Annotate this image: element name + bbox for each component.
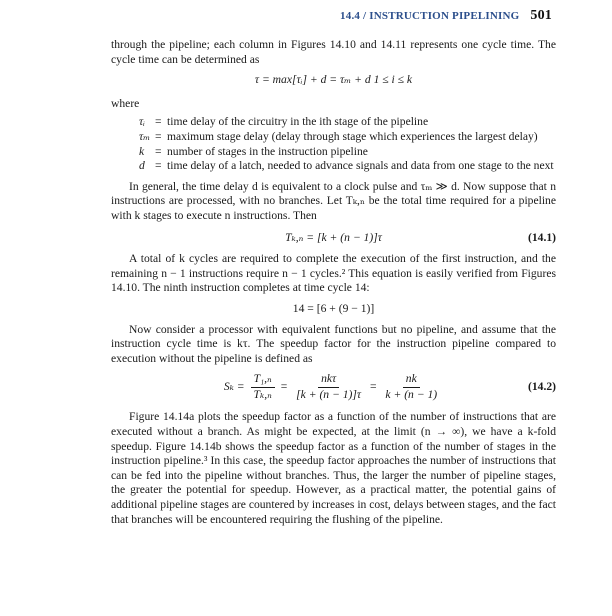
paragraph-5: Figure 14.14a plots the speedup factor as a function of the number of instructions that are executed without a branch. As might be expected, at the limit (n → ∞), we have a k-fold speedup. Figure 14.14b shows the speedup factor as a function of the number of stages in the instruction pipeline.³ In this case, the speedup factor approaches the number of instructions that can be fed into the pipeline without branches. Thus, the larger the number of pipeline stages, the greater the potential for speedup. However, as a practical matter, the potential gains of additional pipeline stages are countered by increases in cost, delays between stages, and the fact that branches will be encountered requiring the flushing of the pipeline.: [111, 410, 556, 526]
definition-item: τᵢ = time delay of the circuitry in the ith stage of the pipeline: [139, 115, 556, 130]
equation-cycle-time: τ = max[τᵢ] + d = τₘ + d 1 ≤ i ≤ k: [254, 73, 413, 87]
definition-text: number of stages in the instruction pipeline: [167, 144, 368, 158]
running-header: [0, 8, 552, 24]
fraction-2: $\frac{\text{nkτ}}{[k + (n - 1)]\tau}$: [296, 372, 362, 401]
page-body: [111, 38, 556, 527]
section-title: 14.4 / INSTRUCTION PIPELINING: [340, 10, 520, 22]
definition-text: time delay of a latch, needed to advance signals and data from one stage to the next: [167, 159, 554, 173]
equation-14-1-body: Tₖ,ₙ = [k + (n − 1)]τ: [285, 230, 382, 244]
definition-item: τₘ = maximum stage delay (delay through stage which experiences the largest delay): [139, 130, 556, 145]
definition-text: maximum stage delay (delay through stage which experiences the largest delay): [167, 129, 538, 143]
definition-symbol: k: [139, 144, 145, 158]
definition-symbol: τₘ: [139, 129, 151, 143]
definition-item: k = number of stages in the instruction pipeline: [139, 145, 556, 160]
definition-item: d = time delay of a latch, needed to advance signals and data from one stage to the next: [139, 159, 556, 174]
page-number: 501: [530, 8, 552, 23]
where-label: where: [111, 96, 140, 110]
definition-symbol: τᵢ: [139, 115, 145, 129]
equation-14-2-label: (14.2): [527, 380, 556, 394]
equation-14-1: [111, 231, 556, 246]
paragraph-1: through the pipeline; each column in Figures 14.10 and 14.11 represents one cycle time. The cycle time can be determined as: [111, 38, 556, 66]
equation-example: 14 = [6 + (9 − 1)]: [292, 301, 375, 315]
definition-symbol: d: [139, 159, 145, 173]
definition-text: time delay of the circuitry in the ith stage of the pipeline: [167, 115, 429, 129]
equation-14-2-lhs: Sₖ =: [223, 380, 245, 394]
paragraph-3: A total of k cycles are required to complete the execution of the first instruction, and the remaining n − 1 instructions require n − 1 cycles.² This equation is easily verified from Figures 14.10. The ninth instruction completes at time cycle 14:: [111, 252, 556, 295]
definition-list: [139, 115, 556, 173]
paragraph-2: In general, the time delay d is equivalent to a clock pulse and τₘ ≫ d. Now suppose that n instructions are processed, with no branches. Let Tₖ,ₙ be the total time required for a pipeline with k stages to execute n instructions. Then: [111, 179, 556, 222]
paragraph-4: Now consider a processor with equivalent functions but no pipeline, and assume that the instruction cycle time is kτ. The speedup factor for the instruction pipeline compared to execution without the pipeline is defined as: [111, 322, 556, 365]
fraction-3: $\frac{nk}{k + (n - 1)}$: [385, 372, 438, 401]
equation-14-2: Sₖ = $\frac{\text{T₁,ₙ}}{\text{Tₖ,ₙ}}$ = $\frac{\text{nkτ}}{[k + (n - 1)]\tau}$ = $\frac{nk}{k + (n - 1)}$ (14.2): [223, 372, 556, 401]
equation-14-1-label: (14.1): [527, 230, 556, 244]
fraction-1: $\frac{\text{T₁,ₙ}}{\text{Tₖ,ₙ}}$: [251, 372, 275, 402]
